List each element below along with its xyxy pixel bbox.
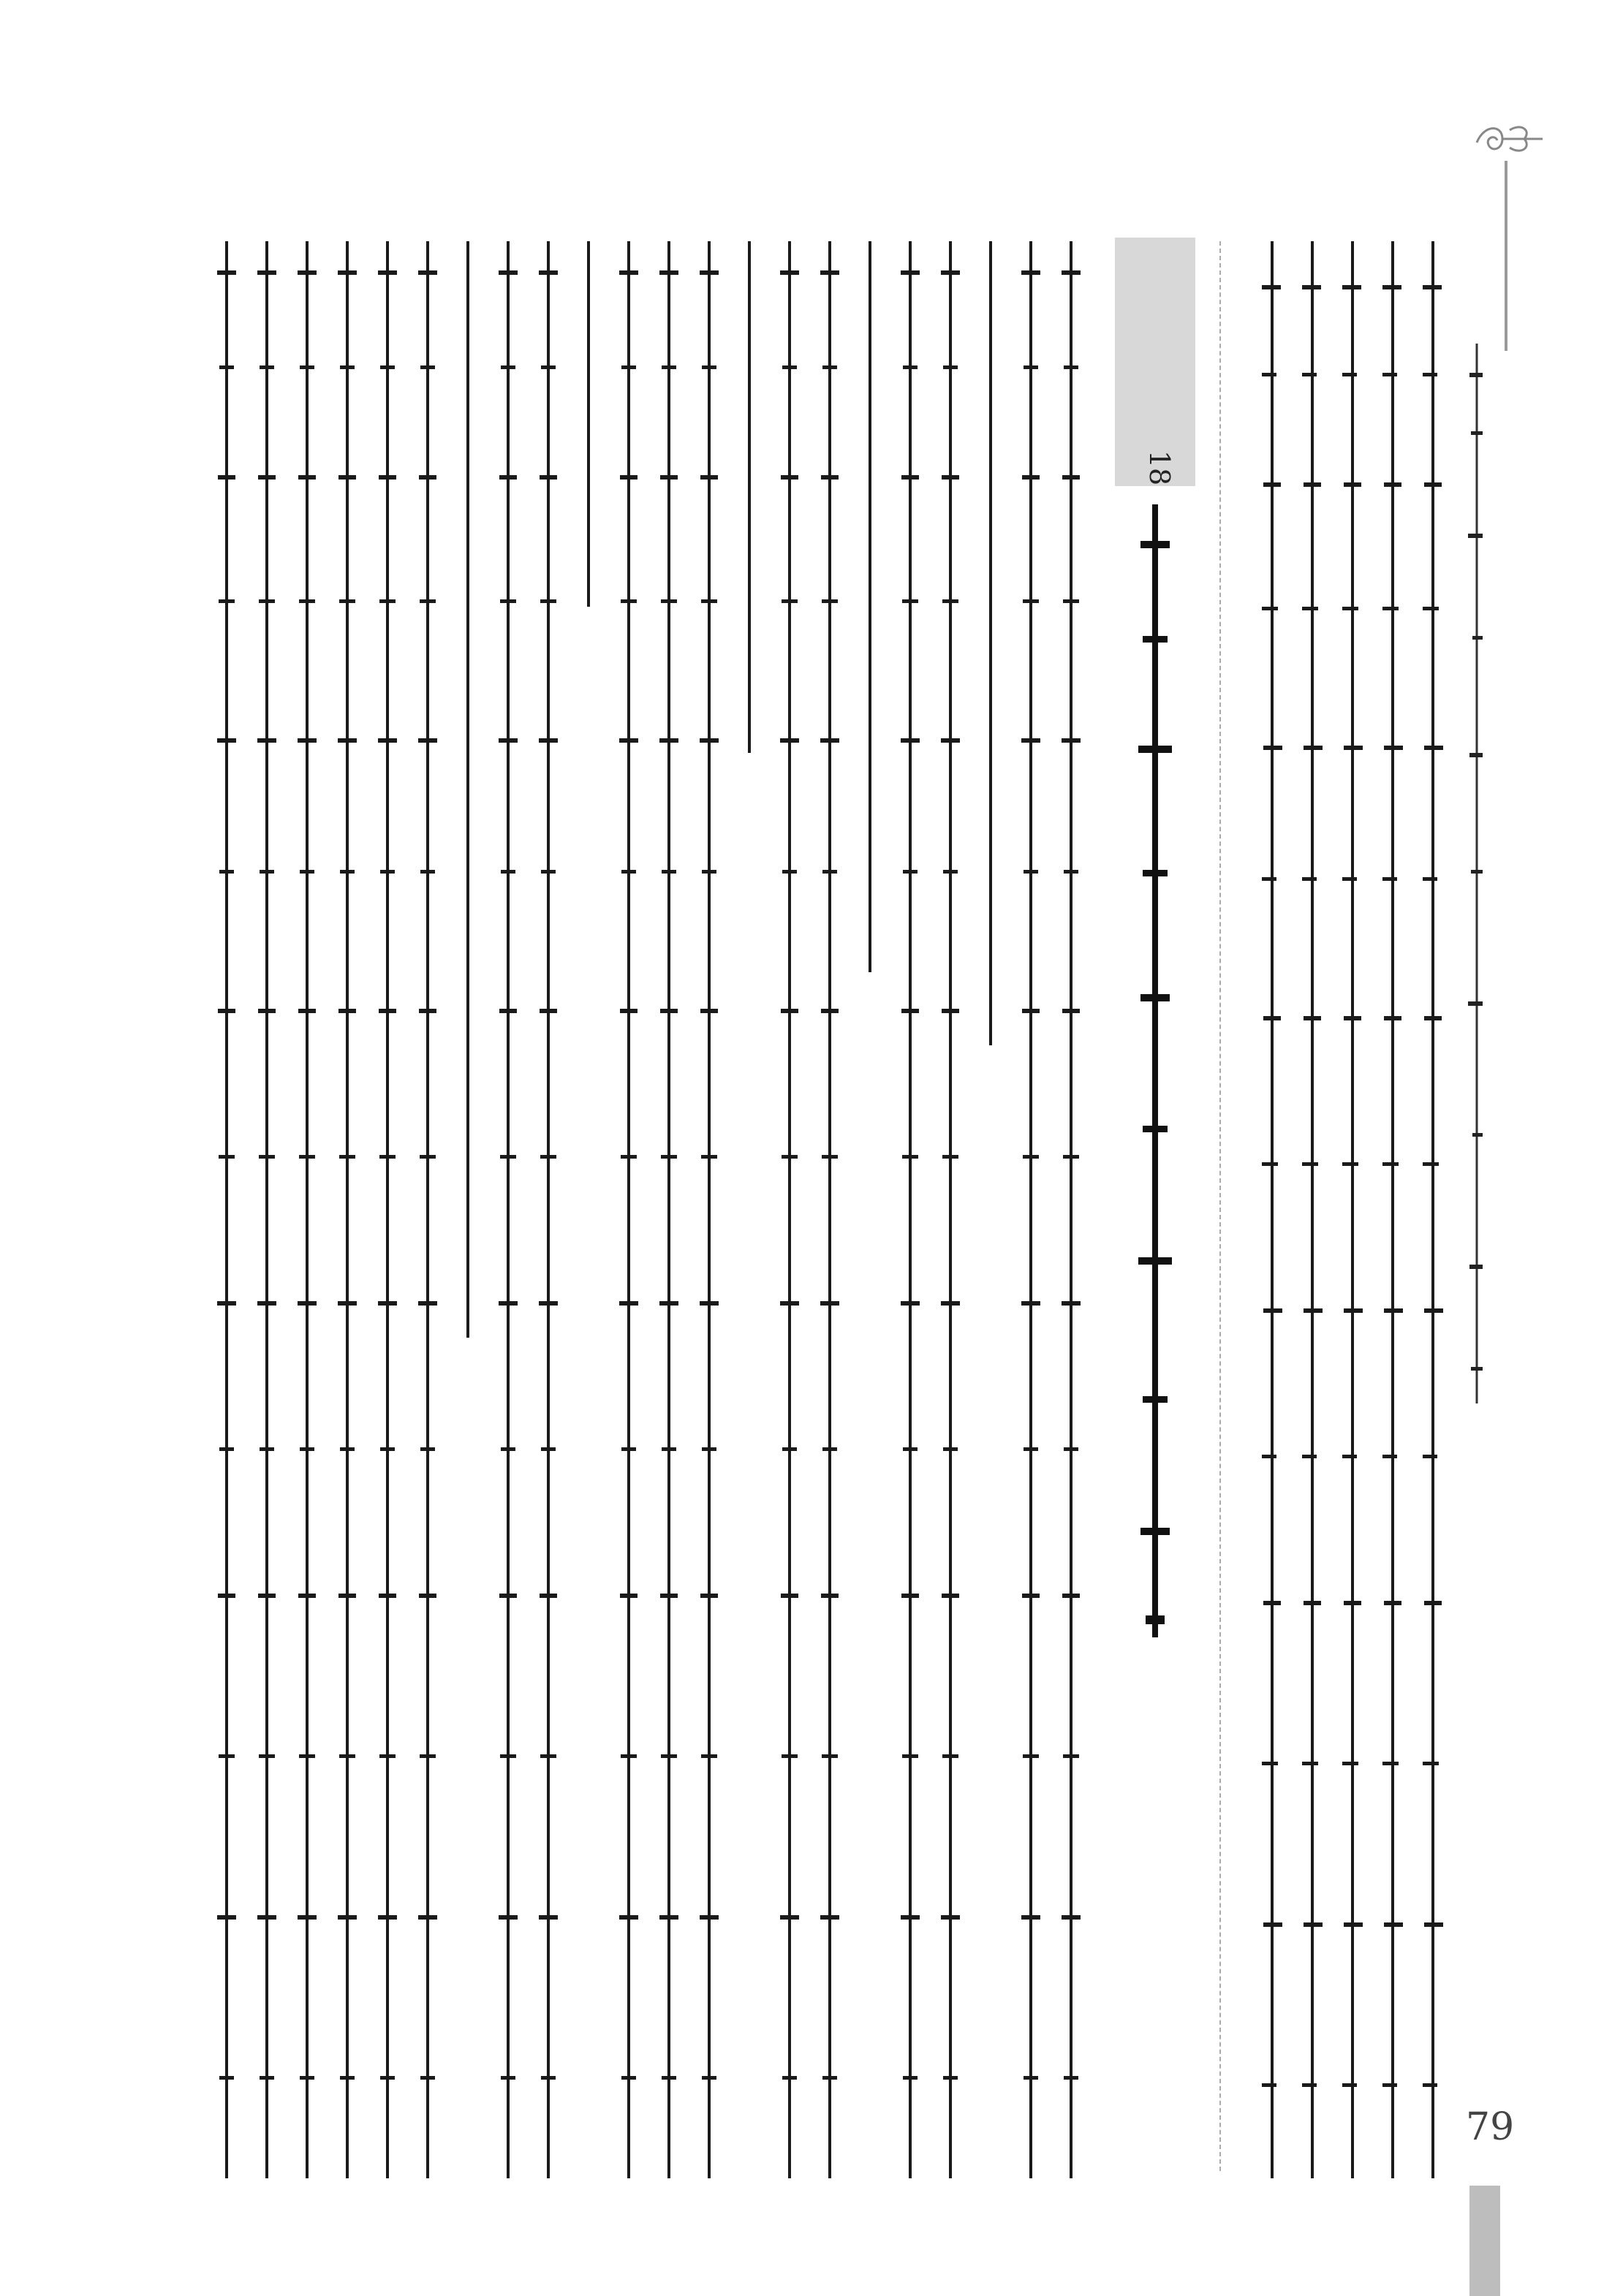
section-heading-box [1115, 238, 1195, 486]
page-number: 79 [1466, 2105, 1515, 2149]
section-number: 18 [1143, 450, 1176, 486]
section-divider [1219, 241, 1221, 2171]
intro-paragraph [1236, 241, 1455, 2215]
running-header [1462, 344, 1491, 1403]
page-thumb-tab [1469, 2186, 1500, 2296]
header-ornament-icon [1469, 117, 1550, 168]
body-text [175, 241, 1097, 2215]
header-rule [1505, 161, 1507, 351]
section-title [1130, 504, 1181, 1637]
